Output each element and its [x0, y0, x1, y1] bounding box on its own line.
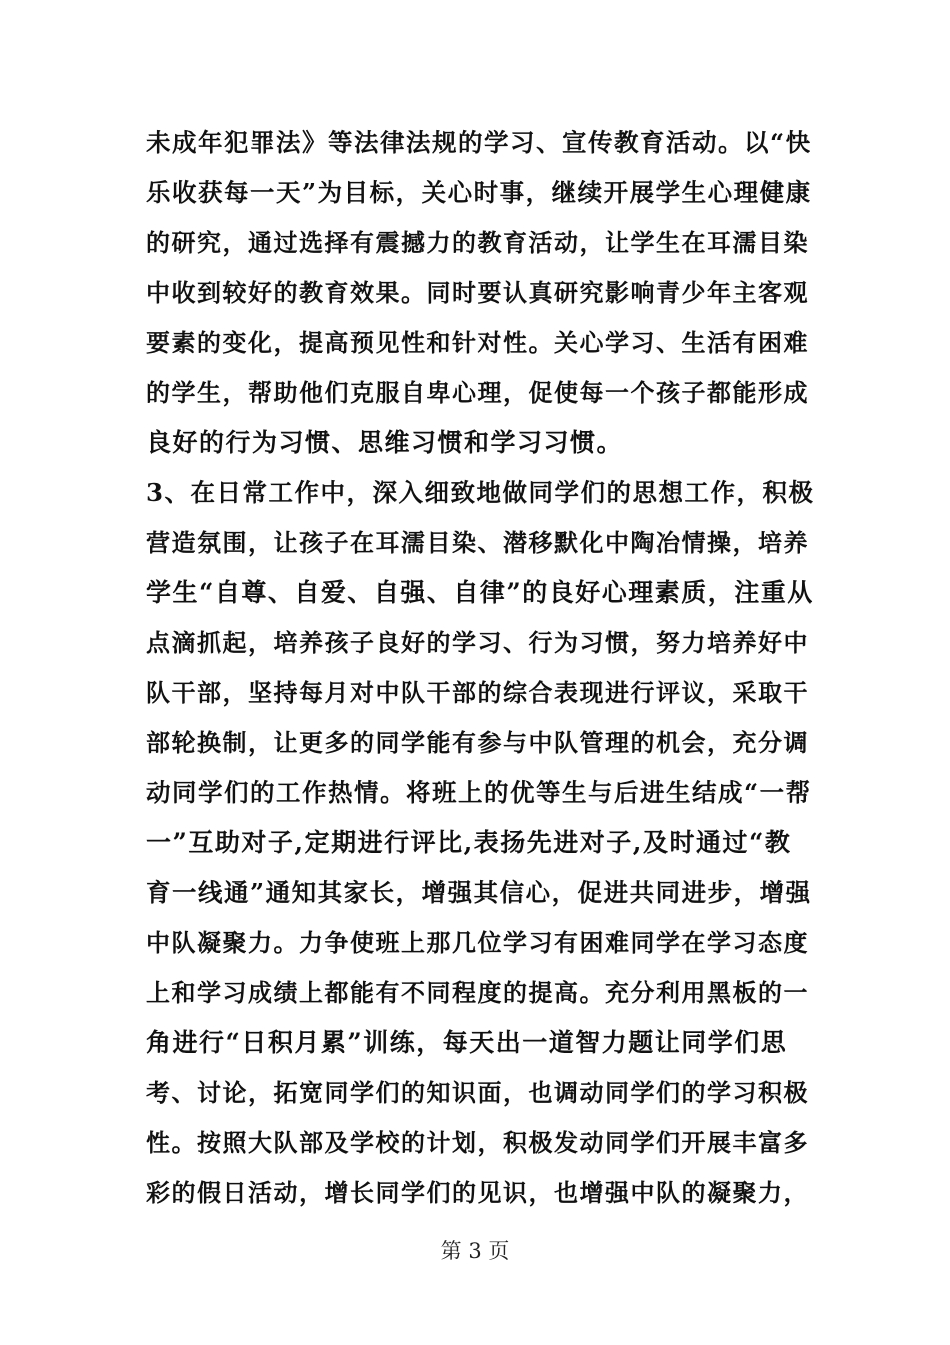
text-line: 的学生，帮助他们克服自卑心理，促使每一个孩子都能形成 [146, 378, 809, 407]
page-number: 第 3 页 [440, 1239, 510, 1263]
text-line: 角进行“日积月累”训练，每天出一道智力题让同学们思 [146, 1028, 788, 1057]
text-line: 上和学习成绩上都能有不同程度的提高。充分利用黑板的一 [146, 978, 809, 1007]
text-line: 未成年犯罪法》等法律法规的学习、宣传教育活动。以“快 [146, 128, 812, 157]
text-line: 营造氛围，让孩子在耳濡目染、潜移默化中陶冶情操，培养 [146, 528, 809, 557]
text-line: 彩的假日活动，增长同学们的见识，也增强中队的凝聚力， [146, 1178, 809, 1207]
text-line: 的研究，通过选择有震撼力的教育活动，让学生在耳濡目染 [146, 228, 809, 257]
text-line: 中队凝聚力。力争使班上那几位学习有困难同学在学习态度 [146, 928, 809, 957]
text-line: 考、讨论，拓宽同学们的知识面，也调动同学们的学习积极 [146, 1078, 809, 1107]
text-line: 一”互助对子,定期进行评比,表扬先进对子,及时通过“教 [146, 828, 792, 857]
text-line: 乐收获每一天”为目标，关心时事，继续开展学生心理健康 [146, 178, 812, 207]
text-line: 队干部，坚持每月对中队干部的综合表现进行评议，采取干 [146, 678, 809, 707]
text-line: 中收到较好的教育效果。同时要认真研究影响青少年主客观 [146, 278, 809, 307]
text-line: 学生“自尊、自爱、自强、自律”的良好心理素质，注重从 [146, 578, 814, 607]
body-text [146, 118, 816, 1218]
text-line: 育一线通”通知其家长，增强其信心，促进共同进步，增强 [146, 878, 812, 907]
text-line: 部轮换制，让更多的同学能有参与中队管理的机会，充分调 [146, 728, 809, 757]
text-line: 性。按照大队部及学校的计划，积极发动同学们开展丰富多 [146, 1128, 809, 1157]
text-line: 动同学们的工作热情。将班上的优等生与后进生结成“一帮 [146, 778, 812, 807]
text-line: 要素的变化，提高预见性和针对性。关心学习、生活有困难 [146, 328, 809, 357]
text-line: 良好的行为习惯、思维习惯和学习习惯。 [146, 428, 624, 457]
text-line: 点滴抓起，培养孩子良好的学习、行为习惯，努力培养好中 [146, 628, 809, 657]
text-line: 3、在日常工作中，深入细致地做同学们的思想工作，积极 [146, 478, 815, 507]
